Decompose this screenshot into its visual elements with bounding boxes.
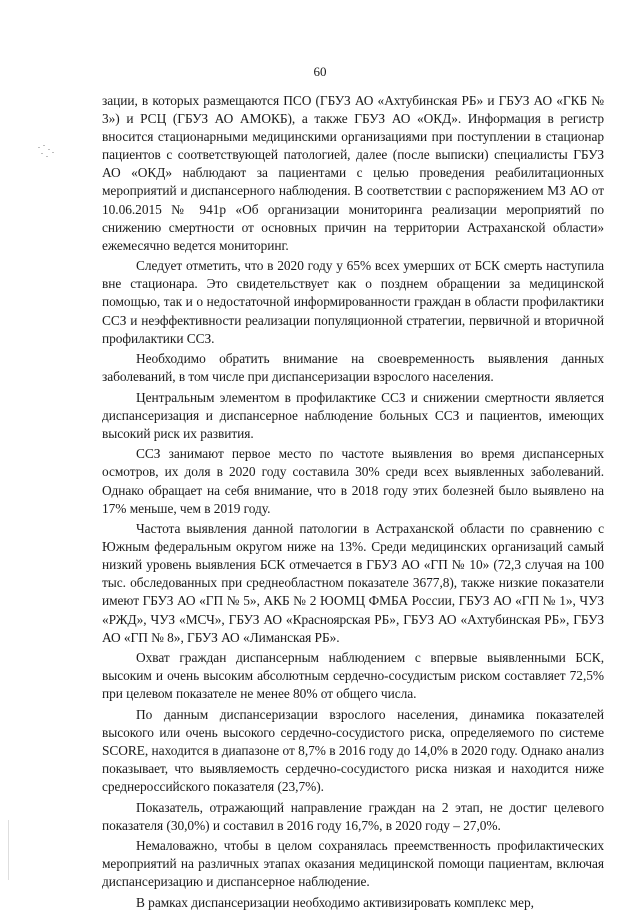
paragraph: Следует отметить, что в 2020 году у 65% всех умерших от БСК смерть наступила вне стационара. Это свидетельствует как о позднем обращении за медицинской помощью, так и о недостаточной информированности граждан в области профилактики ССЗ и неэффективности реализации популяционной стратегии, первичной и вторичной профилактики ССЗ. <box>102 258 604 346</box>
margin-mark <box>38 145 58 159</box>
paragraph: ССЗ занимают первое место по частоте выявления во время диспансерных осмотров, их доля в 2020 году составила 30% среди всех выявленных заболеваний. Однако обращает на себя внимание, что в 2018 году этих болезней было выявлено на 17% меньше, чем в 2019 году. <box>102 446 604 516</box>
scan-edge <box>8 820 9 880</box>
paragraph: Немаловажно, чтобы в целом сохранялась преемственность профилактических мероприятий на различных этапах оказания медицинской помощи пациентам, включая диспансеризацию и диспансерное наблюдение. <box>102 838 604 890</box>
paragraph: Необходимо обратить внимание на своевременность выявления данных заболеваний, в том числе при диспансеризации взрослого населения. <box>102 351 604 385</box>
paragraph: Частота выявления данной патологии в Астраханской области по сравнению с Южным федеральным округом ниже на 13%. Среди медицинских организаций самый низкий уровень выявления БСК отмечается в ГБУЗ АО «ГП № 10» (72,3 случая на 100 тыс. обследованных при среднеобластном показателе 3677,8), также низкие показатели имеют ГБУЗ АО «ГП № 5», АКБ № 2 ЮОМЦ ФМБА России, ГБУЗ АО «ГП № 1», ЧУЗ «РЖД», ЧУЗ «МСЧ», ГБУЗ АО «Красноярская РБ», ГБУЗ АО «Ахтубинская РБ», ГБУЗ АО «ГП № 8», ГБУЗ АО «Лиманская РБ». <box>102 521 604 645</box>
paragraph: зации, в которых размещаются ПСО (ГБУЗ АО «Ахтубинская РБ» и ГБУЗ АО «ГКБ № 3») и РСЦ (ГБУЗ АО АМОКБ), а также ГБУЗ АО «ОКД». Информация в регистр вносится стационарными медицинскими организациями при поступлении в стационар пациентов с соответствующей патологией, далее (после выписки) специалисты ГБУЗ АО «ОКД» наблюдают за пациентами с целью проведения реабилитационных мероприятий и диспансерного наблюдения. В соответствии с распоряжением МЗ АО от 10.06.2015 № 941р «Об организации мониторинга реализации мероприятий по снижению смертности от основных причин на территории Астраханской области» ежемесячно ведется мониторинг. <box>102 93 604 253</box>
paragraph: По данным диспансеризации взрослого населения, динамика показателей высокого или очень высокого сердечно-сосудистого риска, определяемого по системе SCORE, находится в диапазоне от 8,7% в 2016 году до 14,0% в 2020 году. Однако анализ показывает, что выявляемость сердечно-сосудистого риска низкая и находится ниже среднероссийского показателя (23,7%). <box>102 706 604 795</box>
body-text <box>102 92 604 912</box>
paragraph: В рамках диспансеризации необходимо активизировать комплекс мер, <box>136 894 534 910</box>
paragraph: Охват граждан диспансерным наблюдением с впервые выявленными БСК, высоким и очень высоким абсолютным сердечно-сосудистым риском составляет 72,5% при целевом показателе не менее 80% от общего числа. <box>102 650 604 702</box>
paragraph: Центральным элементом в профилактике ССЗ и снижении смертности является диспансеризация и диспансерное наблюдение больных ССЗ и пациентов, имеющих высокий риск их развития. <box>102 389 604 441</box>
page-number: 60 <box>313 64 327 79</box>
paragraph: Показатель, отражающий направление граждан на 2 этап, не достиг целевого показателя (30,0%) и составил в 2016 году 16,7%, в 2020 году – 27,0%. <box>102 799 604 833</box>
